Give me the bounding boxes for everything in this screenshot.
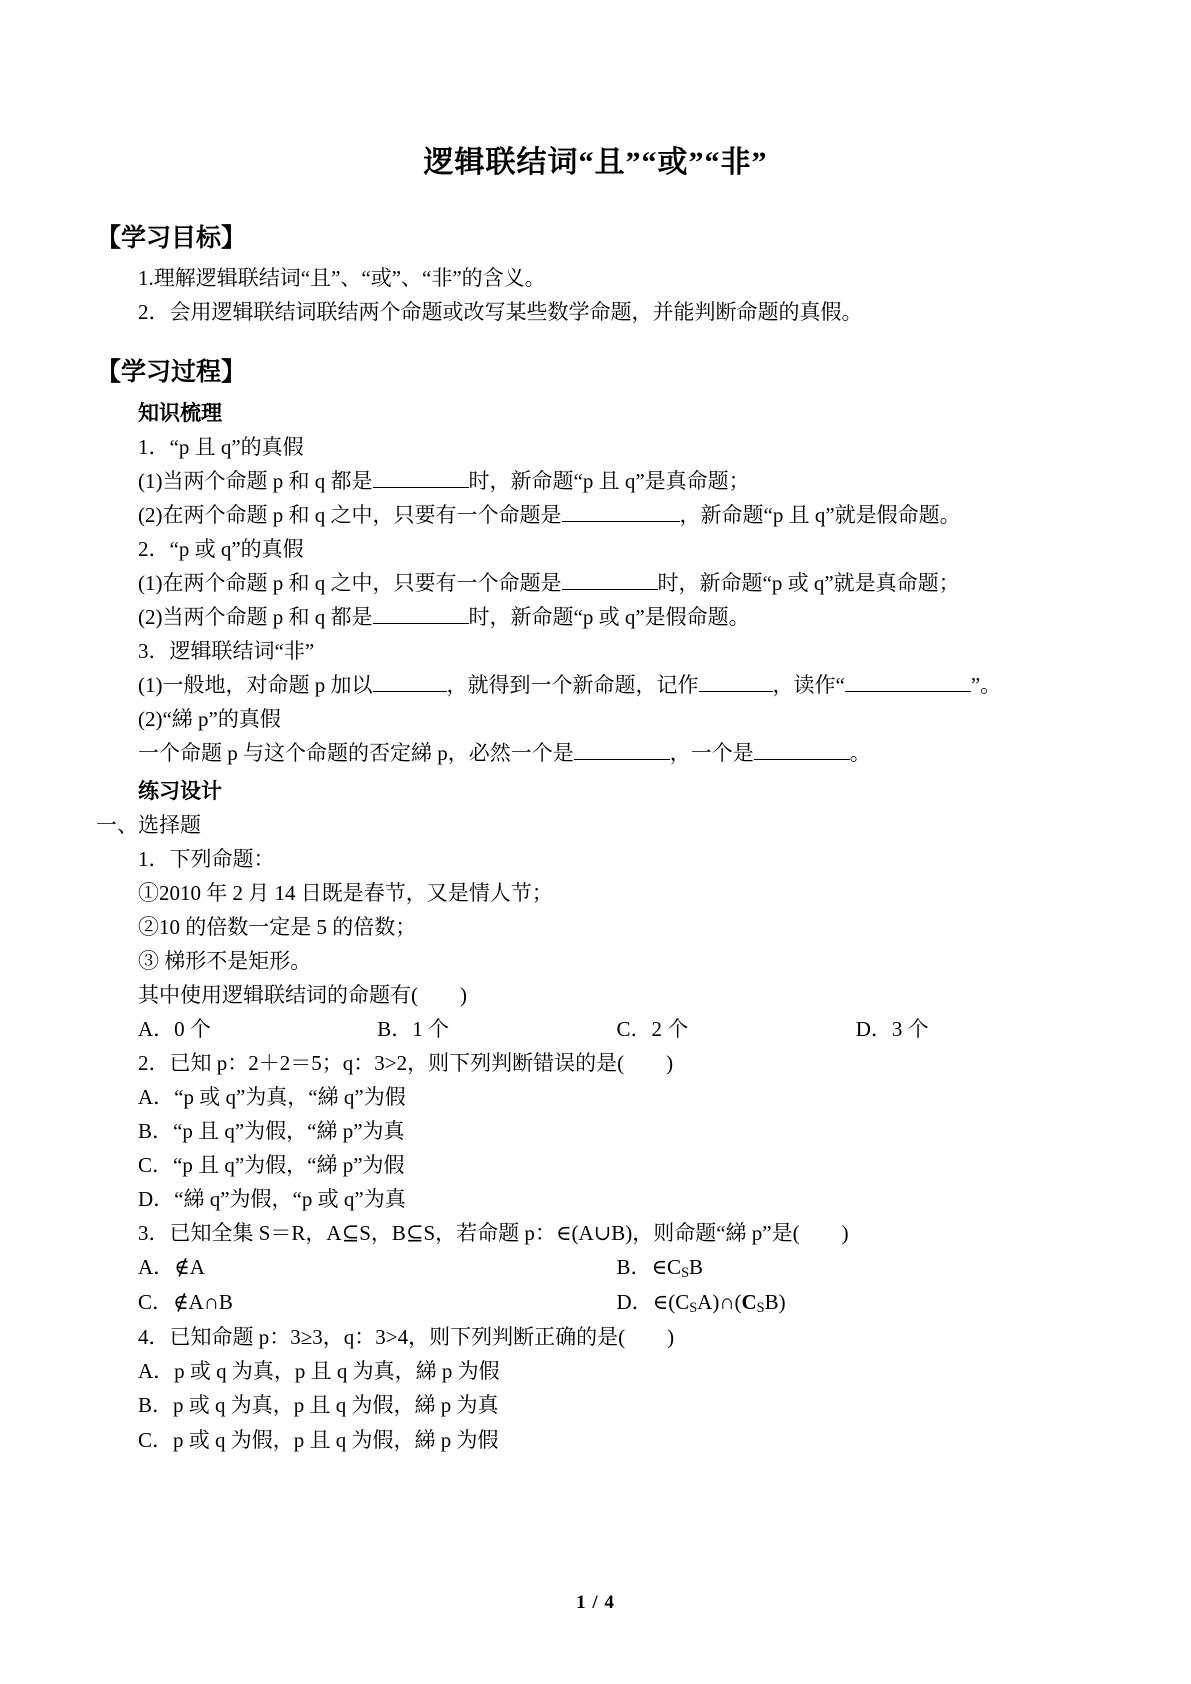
- subscript-s: S: [756, 1300, 765, 1317]
- text-fragment: D．∈(C: [616, 1290, 690, 1315]
- question-3-stem: 3．已知全集 S＝R，A⊆S，B⊆S，若命题 p：∈(A∪B)，则命题“綈 p”是( ): [138, 1220, 849, 1245]
- text-fragment: 时，新命题“p 或 q”就是真命题；: [657, 570, 960, 595]
- text-fragment: (2)在两个命题 p 和 q 之中，只要有一个命题是: [138, 502, 562, 527]
- knowledge-item-1-title: 1．“p 且 q”的真假: [138, 434, 304, 459]
- question-1-proposition-2: ②10 的倍数一定是 5 的倍数；: [138, 914, 417, 939]
- knowledge-item-1-line-1: [96, 464, 1095, 498]
- text-fragment: 。: [849, 740, 871, 765]
- option-a[interactable]: A．0 个: [138, 1016, 211, 1041]
- text-fragment: (2)当两个命题 p 和 q 都是: [138, 604, 373, 629]
- fill-blank[interactable]: [373, 602, 469, 624]
- question-2-option-c[interactable]: C．“p 且 q”为假，“綈 p”为假: [138, 1152, 405, 1177]
- fill-blank[interactable]: [845, 670, 919, 692]
- knowledge-item-3-sub-title: (2)“綈 p”的真假: [138, 706, 281, 731]
- fill-blank[interactable]: [754, 738, 850, 760]
- question-2-option-b[interactable]: B．“p 且 q”为假，“綈 p”为真: [138, 1118, 405, 1143]
- question-4-option-a[interactable]: A．p 或 q 为真，p 且 q 为真，綈 p 为假: [138, 1359, 500, 1384]
- knowledge-item-1-line-2: [96, 498, 1095, 532]
- question-1-proposition-3: ③ 梯形不是矩形。: [138, 948, 312, 973]
- fill-blank[interactable]: [699, 670, 773, 692]
- knowledge-item-3-line-2: [96, 736, 1095, 770]
- question-1-stem: 1．下列命题：: [138, 846, 275, 871]
- knowledge-item-2-line-1: [96, 566, 1095, 600]
- text-fragment: B．∈C: [616, 1254, 682, 1279]
- question-3-options-row-1: [96, 1250, 1095, 1285]
- text-fragment: (1)当两个命题 p 和 q 都是: [138, 468, 373, 493]
- text-fragment: (1)在两个命题 p 和 q 之中，只要有一个命题是: [138, 570, 562, 595]
- text-fragment: ，读作“: [772, 672, 845, 697]
- section-heading-objectives: 【学习目标】: [96, 225, 247, 252]
- subheading-practice-design: 练习设计: [138, 778, 222, 803]
- question-3-options-row-2: [96, 1285, 1095, 1320]
- option-a[interactable]: A．∉A: [138, 1254, 205, 1279]
- subheading-knowledge-review: 知识梳理: [138, 400, 222, 425]
- question-1-options: [96, 1012, 1095, 1046]
- knowledge-item-3-line-1: [96, 668, 1095, 702]
- fill-blank[interactable]: [373, 670, 447, 692]
- page-footer: 1 / 4: [576, 1592, 615, 1613]
- fill-blank[interactable]: [562, 500, 680, 522]
- option-c[interactable]: C．∉A∩B: [138, 1290, 233, 1315]
- option-b[interactable]: B．$\in C_SB$: [616, 1254, 704, 1282]
- subscript-s: S: [689, 1300, 698, 1317]
- knowledge-item-3-title: 3．逻辑联结词“非”: [138, 638, 315, 663]
- objective-item-1: 1.理解逻辑联结词“且”、“或”、“非”的含义。: [138, 266, 546, 291]
- text-fragment: ，就得到一个新命题，记作: [446, 672, 699, 697]
- question-4-option-c[interactable]: C．p 或 q 为假，p 且 q 为假，綈 p 为假: [138, 1427, 499, 1452]
- option-c[interactable]: C．2 个: [616, 1016, 689, 1041]
- text-fragment: ，新命题“p 且 q”就是假命题。: [679, 502, 961, 527]
- text-fragment: ，一个是: [669, 740, 754, 765]
- question-4-stem: 4．已知命题 p：3≥3，q：3>4，则下列判断正确的是( ): [138, 1325, 675, 1350]
- section-heading-process: 【学习过程】: [96, 359, 247, 387]
- knowledge-item-2-title: 2．“p 或 q”的真假: [138, 536, 304, 561]
- question-2-option-a[interactable]: A．“p 或 q”为真，“綈 q”为假: [138, 1084, 406, 1109]
- text-fragment: 时，新命题“p 或 q”是假命题。: [468, 604, 750, 629]
- question-1-proposition-1: ①2010 年 2 月 14 日既是春节，又是情人节；: [138, 880, 553, 905]
- text-fragment: ”。: [970, 672, 1002, 697]
- knowledge-item-2-line-2: [96, 600, 1095, 634]
- option-d[interactable]: D．3 个: [855, 1016, 929, 1041]
- text-fragment: 时，新命题“p 且 q”是真命题；: [468, 468, 750, 493]
- question-2-option-d[interactable]: D．“綈 q”为假，“p 或 q”为真: [138, 1186, 406, 1211]
- question-4-option-b[interactable]: B．p 或 q 为真，p 且 q 为假，綈 p 为真: [138, 1393, 499, 1418]
- practice-part-one: 一、选择题: [96, 812, 201, 837]
- fill-blank[interactable]: [562, 568, 658, 590]
- fill-blank[interactable]: [373, 466, 469, 488]
- option-b[interactable]: B．1 个: [377, 1016, 450, 1041]
- text-fragment: (1)一般地，对命题 p 加以: [138, 672, 373, 697]
- objective-item-2: 2．会用逻辑联结词联结两个命题或改写某些数学命题，并能判断命题的真假。: [138, 300, 863, 325]
- subscript-s: S: [681, 1265, 689, 1282]
- page-title: 逻辑联结词“且”“或”“非”: [423, 146, 768, 179]
- question-1-ask: 其中使用逻辑联结词的命题有( ): [138, 982, 467, 1007]
- question-2-stem: 2．已知 p：2＋2＝5；q：3>2，则下列判断错误的是( ): [138, 1050, 674, 1075]
- text-fragment: 一个命题 p 与这个命题的否定綈 p，必然一个是: [138, 740, 574, 765]
- fill-blank[interactable]: [574, 738, 670, 760]
- option-d[interactable]: D．$\in(C_SA)\cap(C_SB)$: [616, 1290, 786, 1317]
- fill-blank[interactable]: [919, 670, 971, 692]
